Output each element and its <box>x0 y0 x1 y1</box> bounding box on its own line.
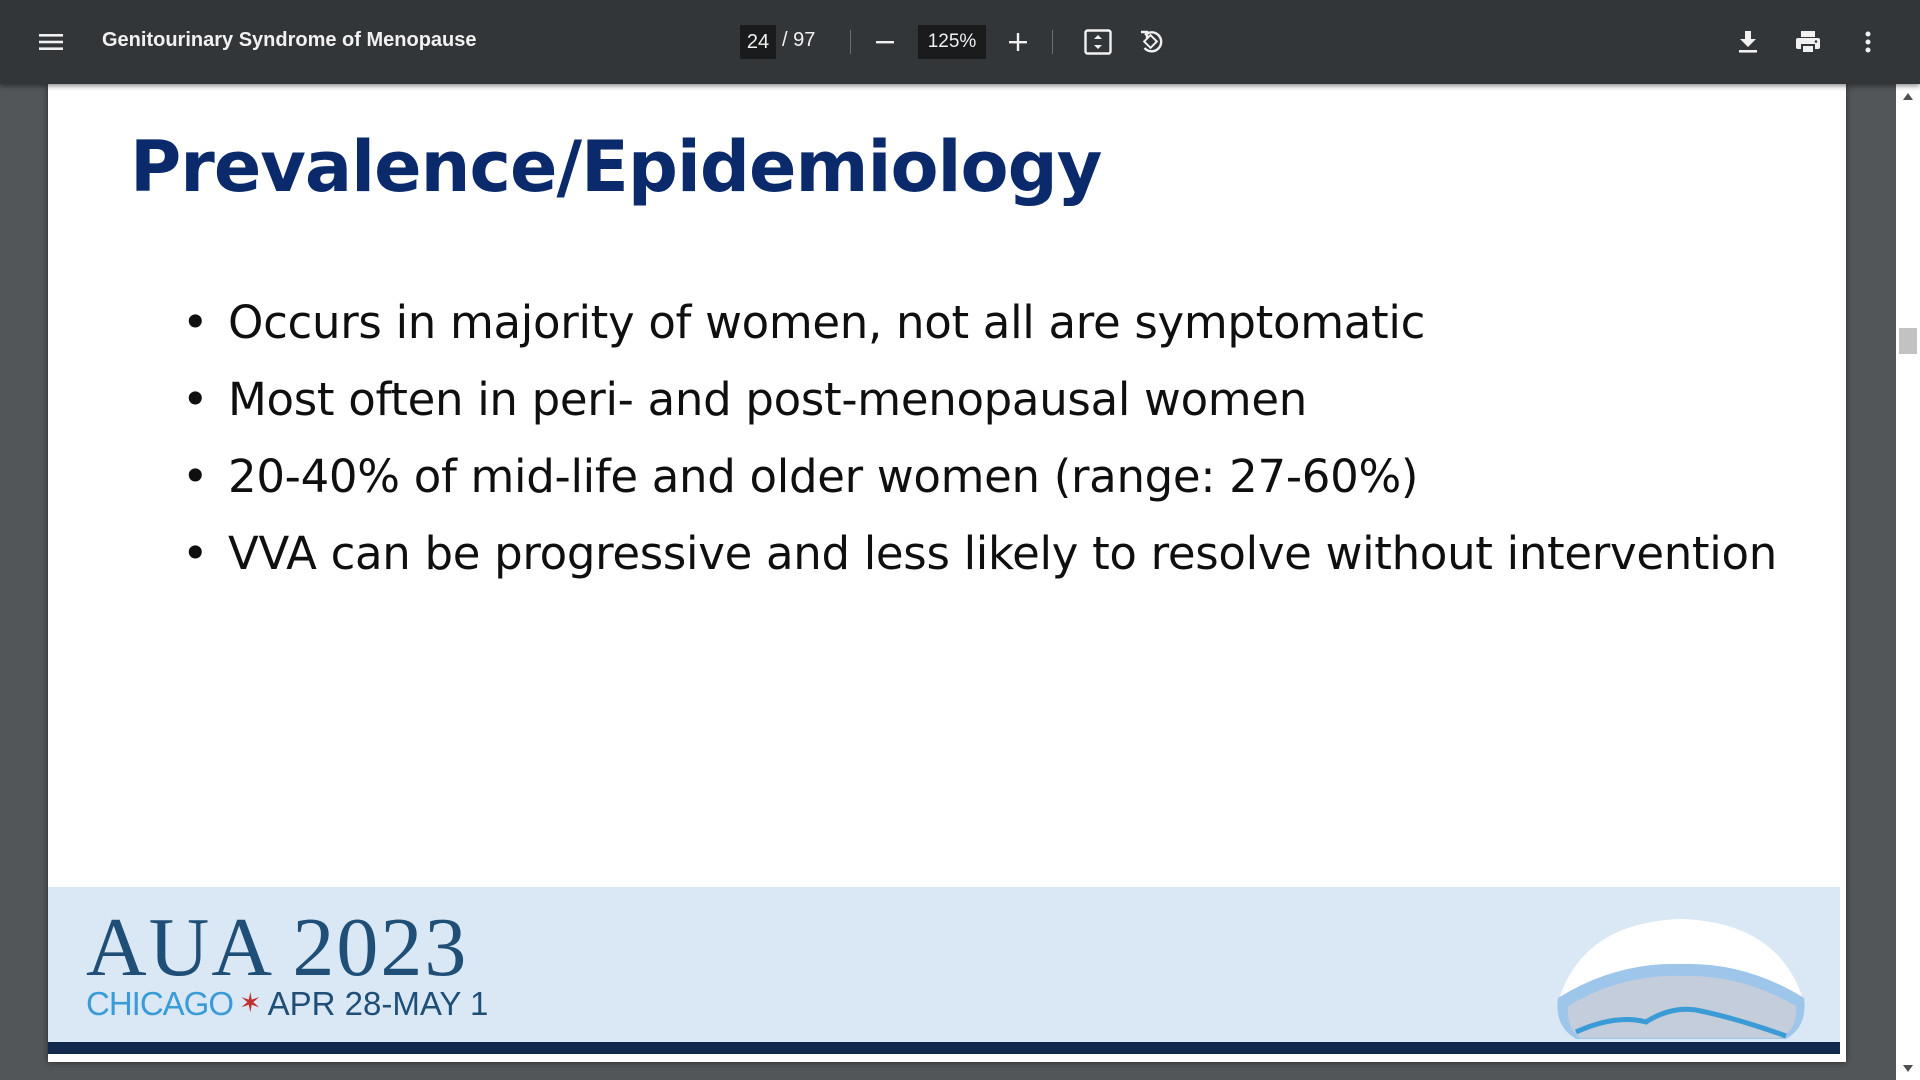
document-title: Genitourinary Syndrome of Menopause <box>102 29 477 51</box>
bullet-item: • Most often in peri- and post-menopausal women <box>182 361 1777 438</box>
rotate-button[interactable] <box>1131 22 1171 62</box>
logo-dates: APR 28-MAY 1 <box>267 985 489 1022</box>
zoom-in-button[interactable] <box>998 22 1038 62</box>
download-icon <box>1737 30 1759 54</box>
slide-title: Prevalence/Epidemiology <box>130 126 1102 208</box>
vertical-scrollbar[interactable] <box>1896 84 1920 1080</box>
toolbar-divider <box>1052 30 1053 54</box>
more-options-icon <box>1865 31 1871 53</box>
star-icon: ✶ <box>239 988 262 1018</box>
toolbar-divider <box>850 30 851 54</box>
print-button[interactable] <box>1788 22 1828 62</box>
pdf-viewer-toolbar <box>0 0 1920 84</box>
page-number-input[interactable]: 24 <box>740 25 776 59</box>
arrow-up-icon <box>1903 93 1913 100</box>
scrollbar-thumb[interactable] <box>1899 328 1917 354</box>
logo-city: CHICAGO <box>86 985 234 1022</box>
download-button[interactable] <box>1728 22 1768 62</box>
fit-page-button[interactable] <box>1078 22 1118 62</box>
logo-subtitle <box>86 987 488 1020</box>
arrow-down-icon <box>1903 1065 1913 1072</box>
scroll-down-button[interactable] <box>1896 1058 1920 1078</box>
menu-icon <box>39 32 63 52</box>
pdf-page <box>48 84 1846 1062</box>
scroll-up-button[interactable] <box>1896 86 1920 106</box>
cloud-gate-graphic <box>1546 914 1816 1044</box>
zoom-in-icon <box>1008 32 1028 52</box>
bullet-item: • 20-40% of mid-life and older women (range: 27-60%) <box>182 438 1777 515</box>
bullet-item: • VVA can be progressive and less likely to resolve without intervention <box>182 515 1777 592</box>
more-options-button[interactable] <box>1848 22 1888 62</box>
menu-button[interactable] <box>28 22 74 62</box>
total-pages: / 97 <box>782 29 816 51</box>
fit-page-icon <box>1084 29 1112 55</box>
bullet-list <box>182 284 1777 592</box>
print-icon <box>1795 30 1821 54</box>
bullet-item: • Occurs in majority of women, not all are symptomatic <box>182 284 1777 361</box>
zoom-out-icon <box>875 32 895 52</box>
rotate-icon <box>1137 28 1165 56</box>
zoom-out-button[interactable] <box>865 22 905 62</box>
zoom-level-input[interactable]: 125% <box>918 25 986 59</box>
aua-logo: AUA 2023 <box>86 901 469 994</box>
